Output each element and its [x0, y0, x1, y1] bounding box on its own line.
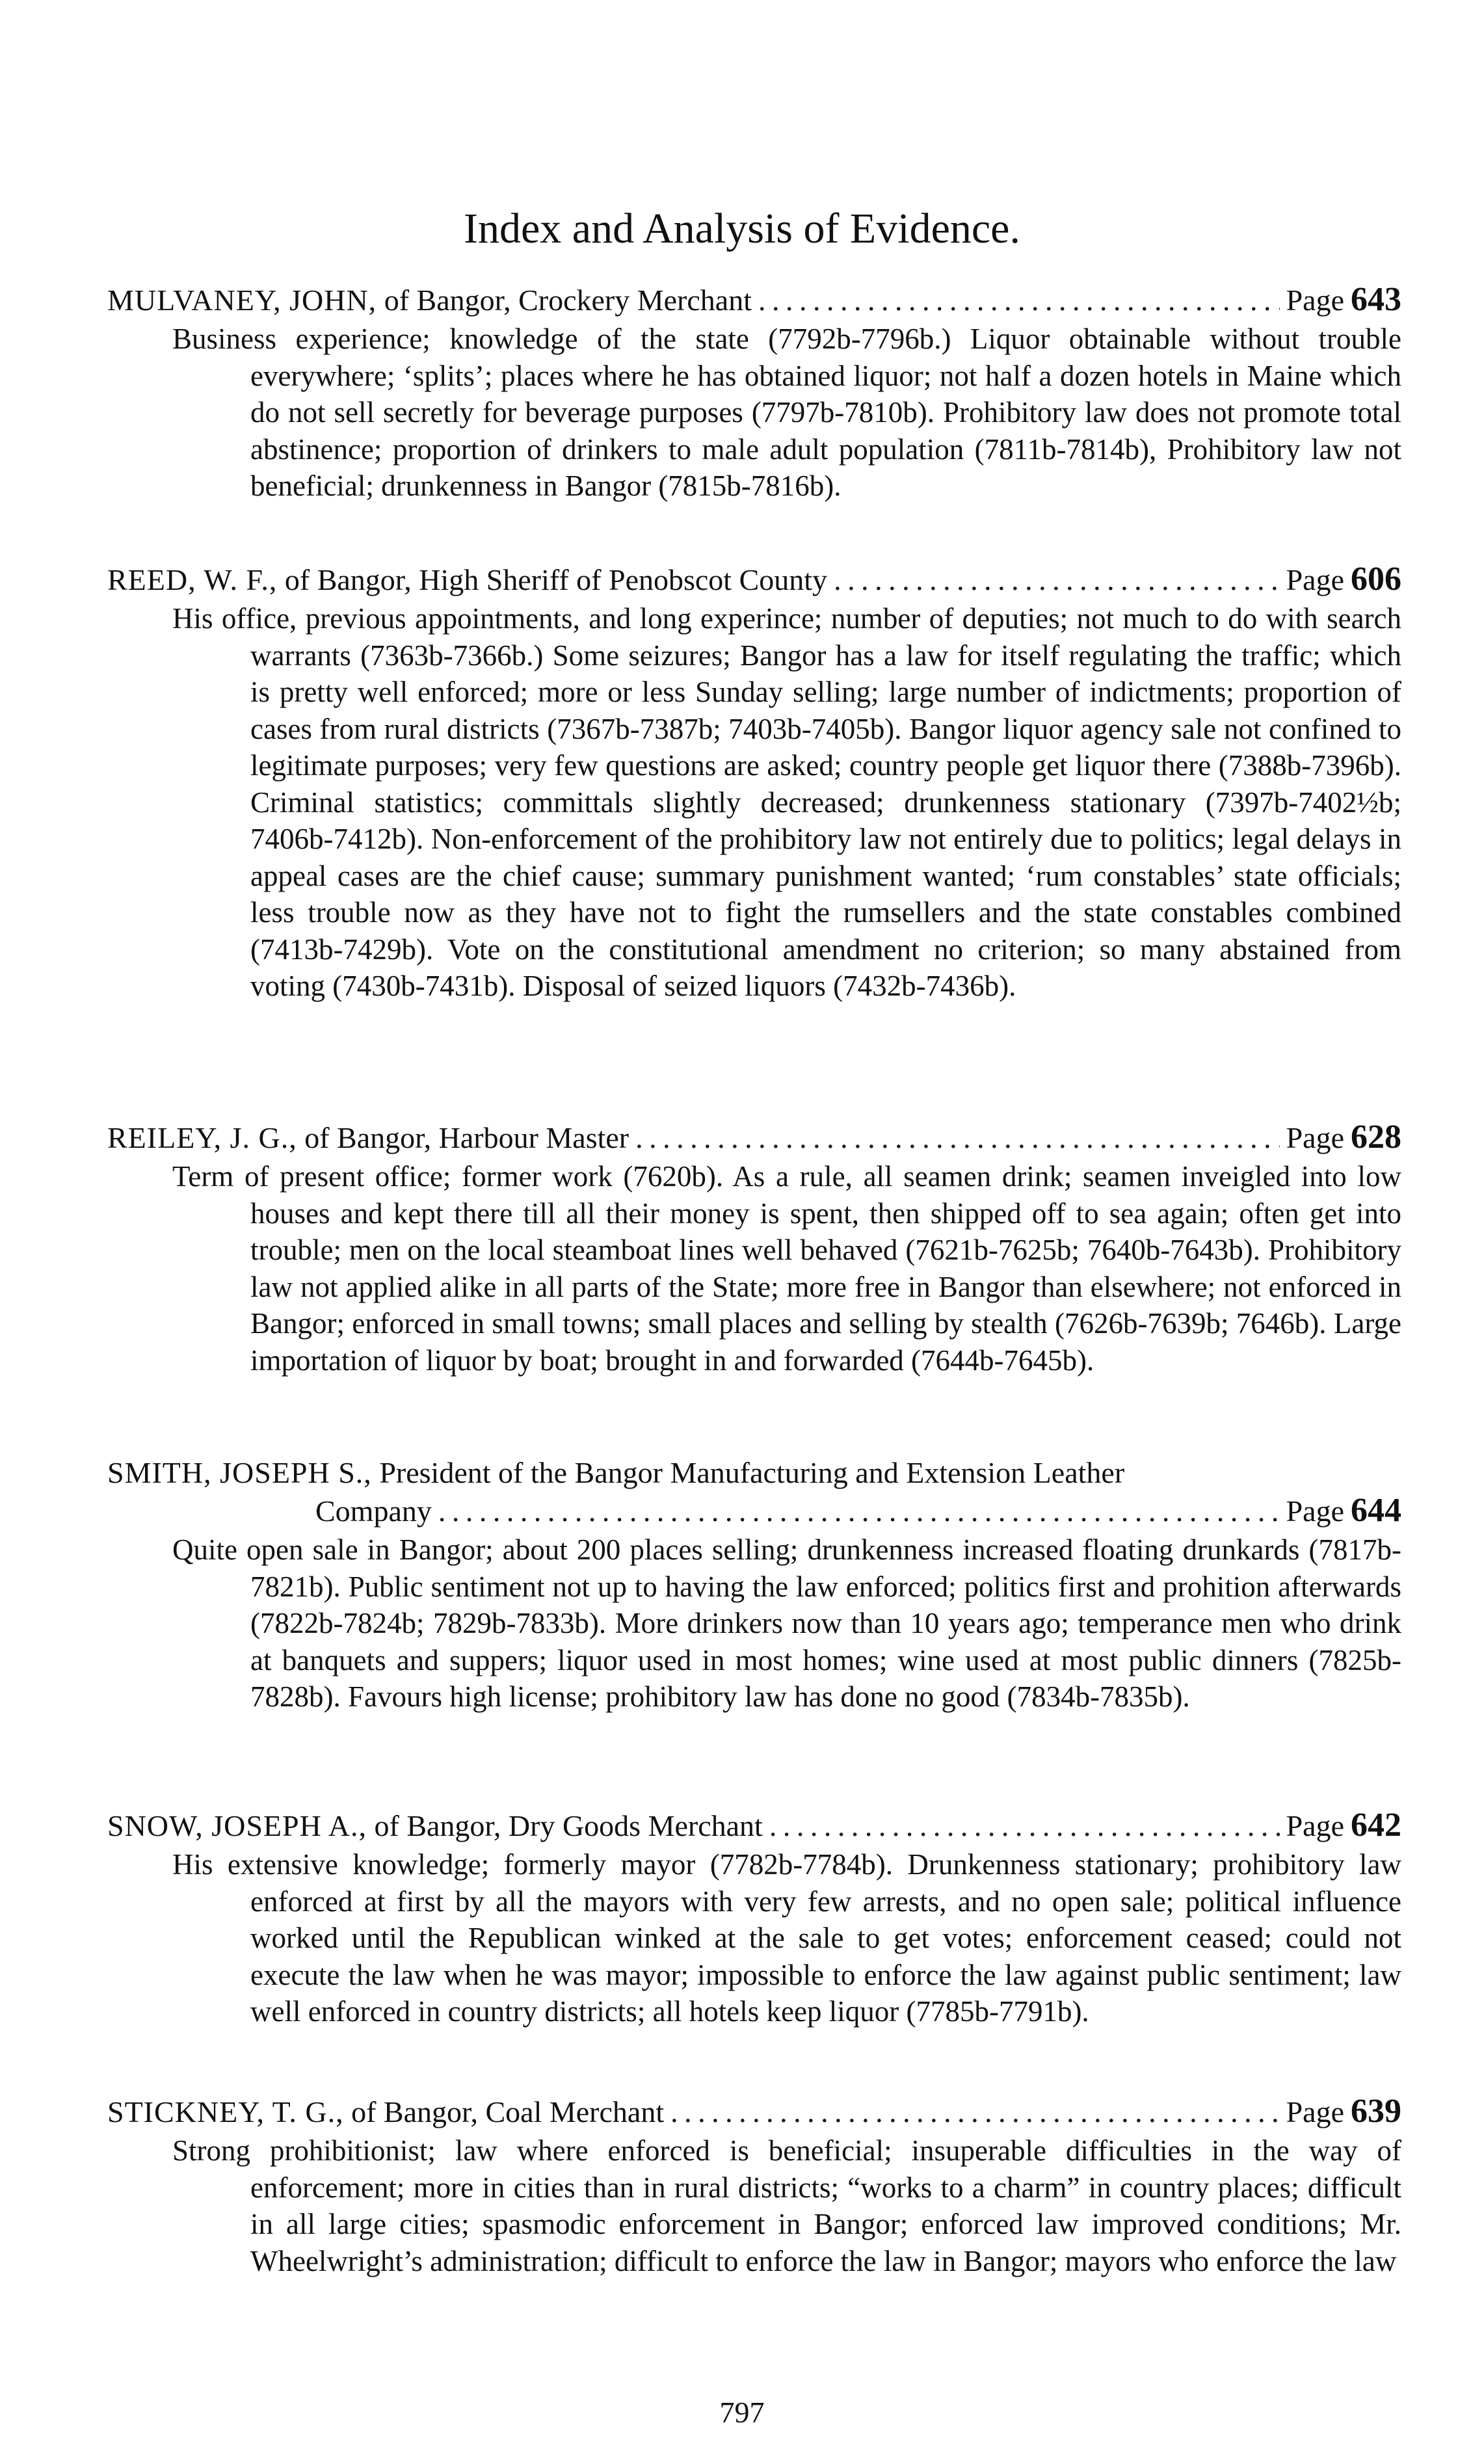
entry-name: SMITH, JOSEPH S., [107, 1456, 372, 1489]
entry-heading [107, 1454, 1401, 1530]
dot-leader [635, 1119, 1279, 1157]
page-number: 639 [1351, 2093, 1401, 2130]
page-number: 644 [1351, 1492, 1401, 1529]
entry-body: His extensive knowledge; formerly mayor (7782b-7784b). Drunkenness stationary; prohibitory law enforced at first by all the mayors with very few arrests, and no open sale; political influence worked until the Republican winked at the sale to get votes; enforcement ceased; could not execute the law when he was mayor; impossible to enforce the law against public sentiment; law well enforced in country districts; all hotels keep liquor (7785b-7791b). [172, 1848, 1401, 2028]
page-title: Index and Analysis of Evidence. [464, 205, 1020, 252]
page-label: Page [1286, 284, 1344, 317]
index-entry-reiley [107, 1119, 1401, 1379]
index-entry-mulvaney [107, 281, 1401, 505]
page-label: Page [1286, 2095, 1344, 2128]
entry-heading [107, 1119, 1401, 1157]
page-label: Page [1286, 1494, 1344, 1528]
index-entry-snow [107, 1807, 1401, 2030]
entry-name: REED, W. F., [107, 563, 278, 596]
entry-description: of Bangor, Coal Merchant [351, 2095, 665, 2128]
entry-description: of Bangor, Dry Goods Merchant [374, 1809, 763, 1842]
page-number: 643 [1351, 281, 1401, 318]
page-number: 606 [1351, 561, 1401, 598]
index-entry-smith [107, 1454, 1401, 1716]
entry-heading [107, 281, 1401, 319]
entry-heading [107, 561, 1401, 599]
entry-name: STICKNEY, T. G., [107, 2095, 344, 2128]
entry-description: of Bangor, Harbour Master [304, 1121, 629, 1154]
page-number: 628 [1351, 1119, 1401, 1156]
entry-body: Business experience; knowledge of the state (7792b-7796b.) Liquor obtainable without trouble everywhere; ‘splits’; places where he has obtained liquor; not half a dozen hotels in Maine which do not sell secretly for beverage purposes (7797b-7810b). Prohibitory law does not promote total abstinence; proportion of drinkers to male adult population (7811b-7814b), Prohibitory law not beneficial; drunkenness in Bangor (7815b-7816b). [172, 323, 1401, 502]
page-number: 642 [1351, 1807, 1401, 1844]
page-label: Page [1286, 1121, 1344, 1154]
entry-description-continued: Company [315, 1494, 432, 1528]
entry-description: of Bangor, High Sheriff of Penobscot County [284, 563, 828, 596]
index-entry-stickney [107, 2093, 1401, 2279]
dot-leader [834, 561, 1280, 599]
dot-leader [670, 2093, 1279, 2131]
entry-name: SNOW, JOSEPH A., [107, 1809, 367, 1842]
entry-description: of Bangor, Crockery Merchant [384, 284, 752, 317]
page-label: Page [1286, 563, 1344, 596]
entry-heading [107, 1807, 1401, 1845]
entry-body: Term of present office; former work (7620b). As a rule, all seamen drink; seamen inveigled into low houses and kept there till all their money is spent, then shipped off to sea again; often get into trouble; men on the local steamboat lines well behaved (7621b-7625b; 7640b-7643b). Prohibitory law not applied alike in all parts of the State; more free in Bangor than elsewhere; not enforced in Bangor; enforced in small towns; small places and selling by stealth (7626b-7639b; 7646b). Large importation of liquor by boat; brought in and forwarded (7644b-7645b). [172, 1160, 1401, 1377]
dot-leader [769, 1807, 1280, 1845]
dot-leader [438, 1492, 1280, 1530]
index-entry-reed [107, 561, 1401, 1005]
entry-heading [107, 2093, 1401, 2131]
page-label: Page [1286, 1809, 1344, 1842]
entry-body: Strong prohibitionist; law where enforced is beneficial; insuperable difficulties in the way of enforcement; more in cities than in rural districts; “works to a charm” in country places; difficult in all large cities; spasmodic enforcement in Bangor; enforced law improved conditions; Mr. Wheelwright’s administration; difficult to enforce the law in Bangor; mayors who enforce the law [172, 2134, 1401, 2277]
page-folio-number: 797 [719, 2396, 765, 2429]
entry-name: REILEY, J. G., [107, 1121, 297, 1154]
entry-name: MULVANEY, JOHN, [107, 284, 377, 317]
entry-body: His office, previous appointments, and long experince; number of deputies; not much to do with search warrants (7363b-7366b.) Some seizures; Bangor has a law for itself regulating the traffic; which is pretty well enforced; more or less Sunday selling; large number of indictments; proportion of cases from rural districts (7367b-7387b; 7403b-7405b). Bangor liquor agency sale not confined to legitimate purposes; very few questions are asked; country people get liquor there (7388b-7396b). Criminal statistics; committals slightly decreased; drunkenness stationary (7397b-7402½b; 7406b-7412b). Non-enforcement of the prohibitory law not entirely due to politics; legal delays in appeal cases are the chief cause; summary punishment wanted; ‘rum constables’ state officials; less trouble now as they have not to fight the rumsellers and the state constables combined (7413b-7429b). Vote on the constitutional amendment no criterion; so many abstained from voting (7430b-7431b). Disposal of seized liquors (7432b-7436b). [172, 602, 1401, 1002]
entry-body: Quite open sale in Bangor; about 200 places selling; drunkenness increased floating drunkards (7817b-7821b). Public sentiment not up to having the law enforced; politics first and prohition afterwards (7822b-7824b; 7829b-7833b). More drinkers now than 10 years ago; temperance men who drink at banquets and suppers; liquor used in most homes; wine used at most public dinners (7825b-7828b). Favours high license; prohibitory law has done no good (7834b-7835b). [172, 1533, 1401, 1713]
dot-leader [758, 282, 1280, 319]
entry-description: President of the Bangor Manufacturing and Extension Leather [379, 1456, 1125, 1489]
